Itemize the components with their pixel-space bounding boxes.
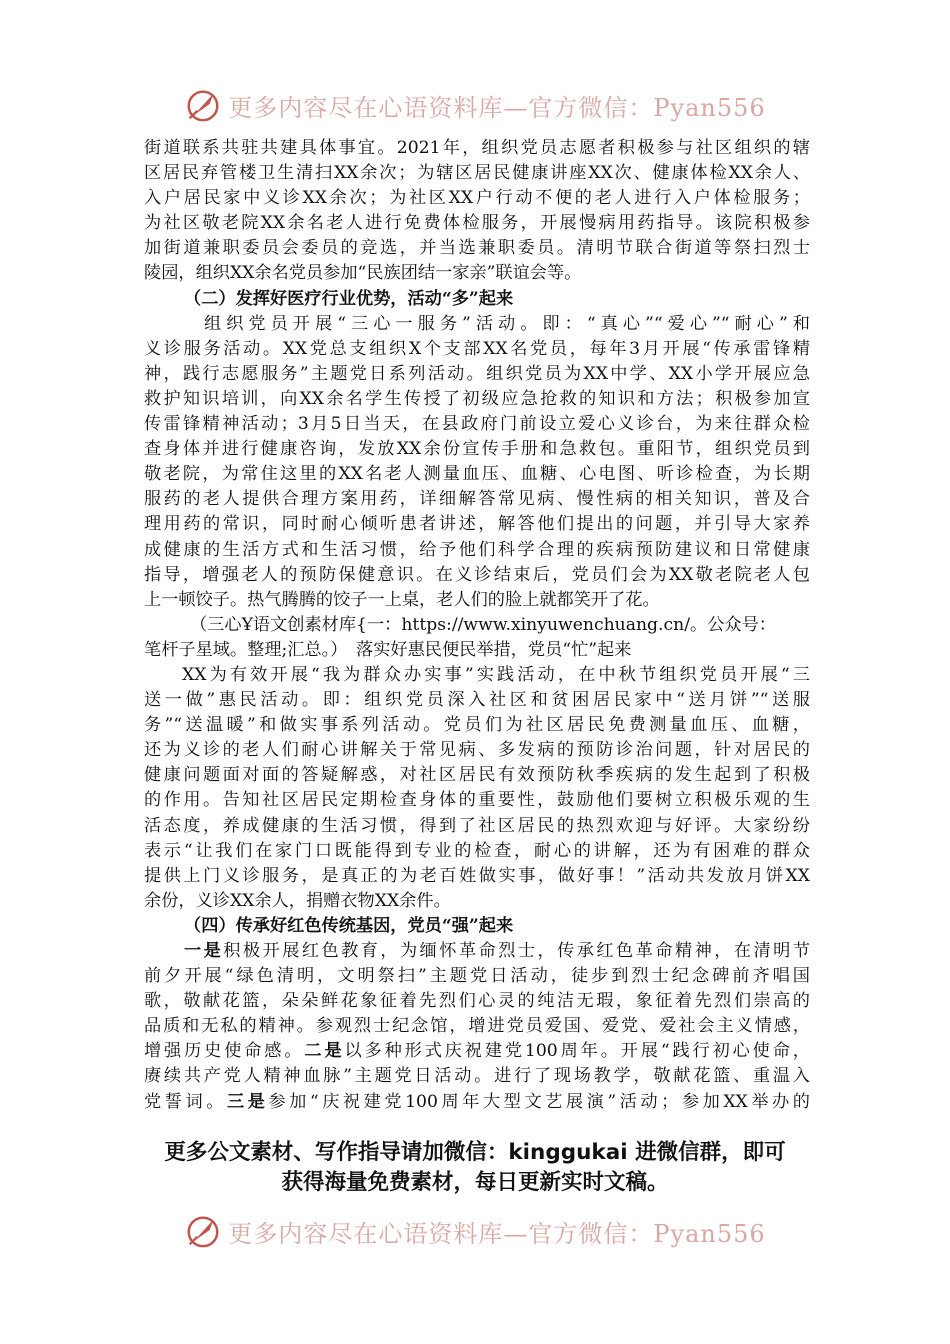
footer-watermark-banner — [0, 1208, 950, 1254]
body-line: 指导，增强老人的预防保健意识。在义诊结束后，党员们会为XX敬老院老人包 — [144, 564, 810, 585]
emphasis-second: 二是 — [304, 1041, 345, 1062]
section-heading-4: （四）传承好红色传统基因，党员“强”起来 — [184, 915, 514, 936]
body-line: 入户居民家中义诊XX余次；为社区XX户行动不便的老人进行入户体检服务； — [144, 188, 810, 209]
body-line: 赓续共产党人精神血脉”主题党日活动。进行了现场教学，敬献花篮、重温入 — [144, 1066, 810, 1087]
section-heading-2: （二）发挥好医疗行业优势，活动“多”起来 — [184, 288, 514, 309]
body-line: 还为义诊的老人们耐心讲解关于常见病、多发病的预防诊治问题，针对居民的 — [144, 740, 810, 761]
banner-text: 更多内容尽在心语资料库—官方微信：Pyan556 — [228, 1219, 766, 1248]
body-line: 务”“送温暖”和做实事系列活动。党员们为社区居民免费测量血压、血糖， — [144, 715, 810, 736]
body-line: 党誓词。三是参加“庆祝建党100周年大型文艺展演”活动；参加XX举办的 — [144, 1091, 810, 1112]
body-line: 义诊服务活动。XX党总支组织X个支部XX名党员，每年3月开展“传承雷锋精 — [144, 338, 810, 359]
body-line: 上一顿饺子。热气腾腾的饺子一上桌，老人们的脸上就都笑开了花。 — [144, 589, 660, 610]
document-body — [144, 136, 810, 1115]
body-line: 前夕开展“绿色清明，文明祭扫”主题党日活动，徒步到烈士纪念碑前齐唱国 — [144, 966, 810, 987]
promo-line-1: 更多公文素材、写作指导请加微信：kinggukai 进微信群，即可 — [164, 1140, 786, 1165]
body-line: 提供上门义诊服务，是真正的为老百姓做实事，做好事！”活动共发放月饼XX — [144, 865, 810, 886]
body-line: 陵园，组织XX余名党员参加“民族团结一家亲”联谊会等。 — [144, 263, 582, 284]
body-line: 余份，义诊XX余人，捐赠衣物XX余件。 — [144, 890, 451, 911]
body-line: 健康问题面对面的答疑解惑，对社区居民有效预防秋季疾病的发生起到了积极 — [144, 765, 810, 786]
body-line: 表示“让我们在家门口既能得到专业的检查，耐心的讲解，还为有困难的群众 — [144, 840, 810, 861]
section-heading-3-line: 笔杆子星域。整理;汇总。） 落实好惠民便民举措，党员“忙”起来 — [144, 639, 632, 660]
body-line: 活态度，养成健康的生活习惯，得到了社区居民的热烈欢迎与好评。大家纷纷 — [144, 815, 810, 836]
source-note-line: （三心Ұ语文创素材库{一：https://www.xinyuwenchuang.cn/。公众号： — [190, 614, 776, 635]
body-line: 一是积极开展红色教育，为缅怀革命烈士，传承红色革命精神，在清明节 — [184, 941, 810, 961]
promo-line-2: 获得海量免费素材，每日更新实时文稿。 — [281, 1170, 669, 1195]
body-line: 的作用。告知社区居民定期检查身体的重要性，鼓励他们要树立积极乐观的生 — [144, 790, 810, 811]
body-line: 组织党员开展“三心一服务”活动。即：“真心”“爱心”“耐心”和 — [204, 313, 810, 334]
body-line: 理用药的常识，同时耐心倾听患者讲述，解答他们提出的问题，并引导大家养 — [144, 514, 810, 535]
body-line: 服药的老人提供合理方案用药，详细解答常见病、慢性病的相关知识，普及合 — [144, 489, 810, 510]
body-line: 送一做”惠民活动。即：组织党员深入社区和贫困居民家中“送月饼”“送服 — [144, 690, 810, 711]
promo-notice — [100, 1138, 850, 1198]
body-line: 街道联系共驻共建具体事宜。2021年，组织党员志愿者积极参与社区组织的辖 — [144, 138, 810, 158]
emphasis-third: 三是 — [226, 1091, 269, 1112]
body-line: 传雷锋精神活动；3月5日当天，在县政府门前设立爱心义诊台，为来往群众检 — [144, 414, 810, 435]
quill-logo-icon — [184, 1212, 222, 1250]
body-line: 神，践行志愿服务”主题党日系列活动。组织党员为XX中学、XX小学开展应急 — [144, 363, 810, 384]
body-line: 区居民弃管楼卫生清扫XX余次；为辖区居民健康讲座XX次、健康体检XX余人、 — [144, 163, 810, 184]
body-line: 成健康的生活方式和生活习惯，给予他们科学合理的疾病预防建议和日常健康 — [144, 539, 810, 560]
body-line: 敬老院，为常住这里的XX名老人测量血压、血糖、心电图、听诊检查，为长期 — [144, 464, 810, 485]
body-line: 救护知识培训，向XX余名学生传授了初级应急抢救的知识和方法；积极参加宣 — [144, 388, 810, 409]
banner-text: 更多内容尽在心语资料库—官方微信：Pyan556 — [228, 93, 766, 122]
body-line: 增强历史使命感。二是以多种形式庆祝建党100周年。开展“践行初心使命， — [144, 1041, 810, 1062]
body-line: 为社区敬老院XX余名老人进行免费体检服务，开展慢病用药指导。该院积极参 — [144, 213, 810, 234]
header-watermark-banner — [0, 82, 950, 128]
body-line: 加街道兼职委员会委员的竞选，并当选兼职委员。清明节联合街道等祭扫烈士 — [144, 238, 810, 259]
emphasis-first: 一是 — [184, 941, 224, 961]
body-line: 品质和无私的精神。参观烈士纪念馆，增进党员爱国、爱党、爱社会主义情感， — [144, 1016, 810, 1037]
quill-logo-icon — [184, 86, 222, 124]
body-line: 歌，敬献花篮，朵朵鲜花象征着先烈们心灵的纯洁无瑕，象征着先烈们崇高的 — [144, 991, 810, 1012]
body-line: XX为有效开展“我为群众办实事”实践活动，在中秋节组织党员开展“三 — [182, 664, 810, 685]
body-line: 查身体并进行健康咨询，发放XX余份宣传手册和急救包。重阳节，组织党员到 — [144, 439, 810, 460]
